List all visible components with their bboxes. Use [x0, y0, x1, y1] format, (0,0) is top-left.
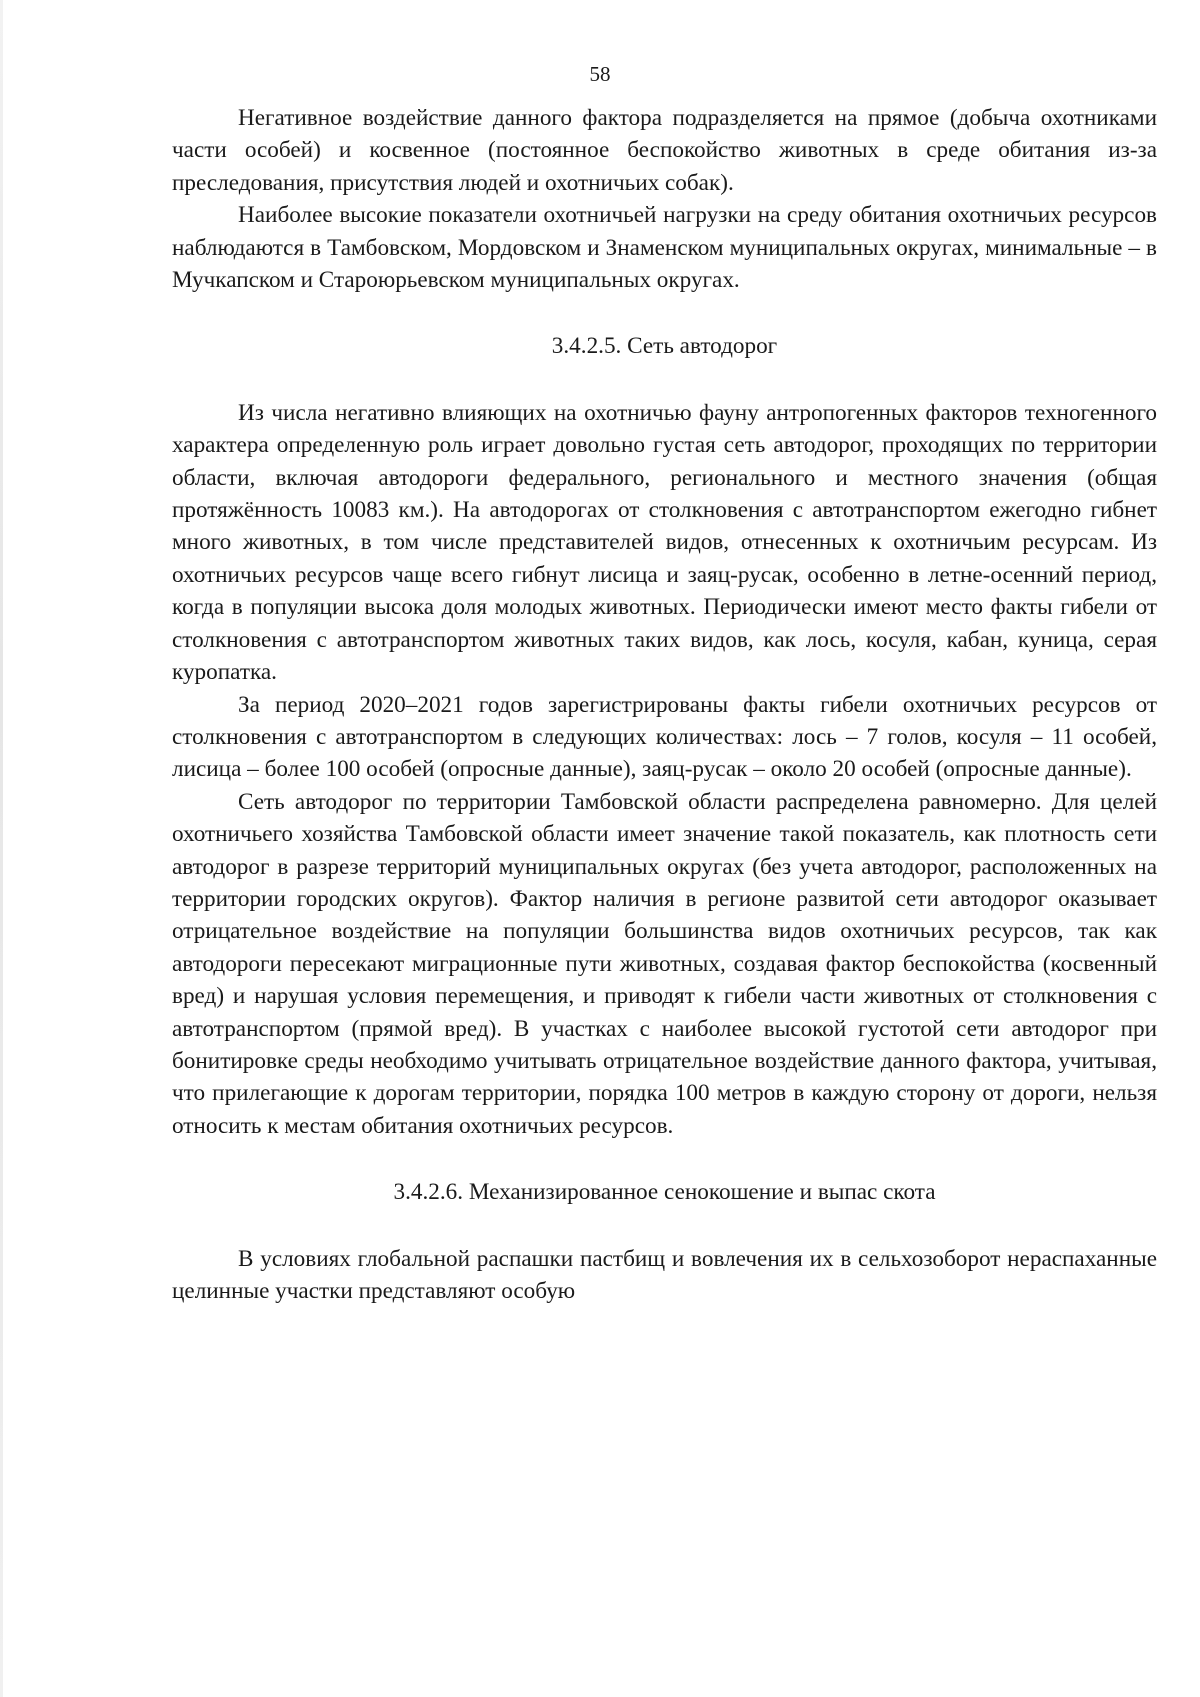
paragraph-hunting-load: Наиболее высокие показатели охотничьей нагрузки на среду обитания охотничьих ресурсов наблюдаются в Тамбовском, Мордовском и Знаменском муниципальных округах, минимальные – в Мучкапском и Староюрьевском муниципальных округах.	[172, 202, 1157, 294]
scan-edge	[0, 0, 3, 1697]
paragraph-road-network-impact: Из числа негативно влияющих на охотничью фауну антропогенных факторов техногенного характера определенную роль играет довольно густая сеть автодорог, проходящих по территории области, включая автодороги федерального, регионального и местного значения (общая протяжённость 10083 км.). На автодорогах от столкновения с автотранспортом ежегодно гибнет много животных, в том числе представителей видов, отнесенных к охотничьим ресурсам. Из охотничьих ресурсов чаще всего гибнут лисица и заяц-русак, особенно в летне-осенний период, когда в популяции высока доля молодых животных. Периодически имеют место факты гибели от столкновения с автотранспортом животных таких видов, как лось, косуля, кабан, куница, серая куропатка.	[172, 399, 1157, 686]
section-heading-haymaking-grazing: 3.4.2.6. Механизированное сенокошение и выпас скота	[393, 1179, 936, 1206]
paragraph-road-kill-statistics: За период 2020–2021 годов зарегистрированы факты гибели охотничьих ресурсов от столкновения с автотранспортом в следующих количествах: лось – 7 голов, косуля – 11 особей, лисица – более 100 особей (опросные данные), заяц-русак – около 20 особей (опросные данные).	[172, 691, 1157, 783]
paragraph-global-plowing: В условиях глобальной распашки пастбищ и вовлечения их в сельхозоборот нераспаханные целинные участки представляют особую	[172, 1245, 1157, 1304]
section-heading-road-network: 3.4.2.5. Сеть автодорог	[551, 333, 778, 360]
paragraph-road-density: Сеть автодорог по территории Тамбовской области распределена равномерно. Для целей охотничьего хозяйства Тамбовской области имеет значение такой показатель, как плотность сети автодорог в разрезе территорий муниципальных округах (без учета автодорог, расположенных на территории городских округов). Фактор наличия в регионе развитой сети автодорог оказывает отрицательное воздействие на популяции большинства видов охотничьих ресурсов, так как автодороги пересекают миграционные пути животных, создавая фактор беспокойства (косвенный вред) и нарушая условия перемещения, и приводят к гибели части животных от столкновения с автотранспортом (прямой вред). В участках с наиболее высокой густотой сети автодорог при бонитировке среды необходимо учитывать отрицательное воздействие данного фактора, учитывая, что прилегающие к дорогам территории, порядка 100 метров в каждую сторону от дороги, нельзя относить к местам обитания охотничьих ресурсов.	[172, 788, 1157, 1139]
document-body	[172, 102, 1157, 1307]
page-number: 58	[589, 62, 611, 86]
paragraph-negative-impact: Негативное воздействие данного фактора подразделяется на прямое (добыча охотниками части особей) и косвенное (постоянное беспокойство животных в среде обитания из-за преследования, присутствия людей и охотничьих собак).	[172, 105, 1157, 196]
